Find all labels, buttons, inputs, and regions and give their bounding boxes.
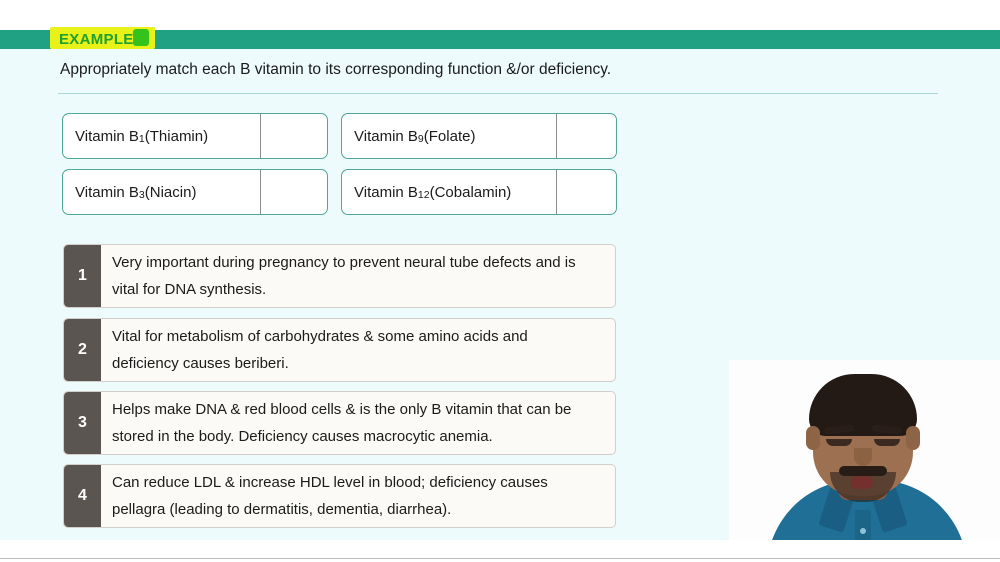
vitamin-box-b3[interactable] — [62, 169, 328, 215]
item-text: Very important during pregnancy to prevent neural tube defects and is vital for DNA synthesis. — [112, 254, 576, 298]
vitamin-box-b12[interactable] — [341, 169, 617, 215]
list-item[interactable] — [63, 391, 616, 455]
presenter-video-overlay — [729, 360, 1000, 562]
item-text: Vital for metabolism of carbohydrates & some amino acids and deficiency causes beriberi. — [112, 328, 528, 372]
answer-slot-b12[interactable] — [556, 170, 616, 214]
presenter-ear-right — [906, 426, 920, 450]
vitamin-box-b1[interactable] — [62, 113, 328, 159]
presenter-shirt-button — [860, 528, 866, 534]
bottom-border-rule — [0, 558, 1000, 562]
vitamin-label-b12: Vitamin B $_{12}$ (Cobalamin) — [354, 183, 512, 201]
prompt-text: Appropriately match each B vitamin to its corresponding function &/or deficiency. — [60, 61, 612, 78]
item-number: 1 — [64, 245, 101, 307]
vitamin-label-b3: Vitamin B $_3$ (Niacin) — [75, 183, 197, 201]
item-text: Can reduce LDL & increase HDL level in blood; deficiency causes pellagra (leading to dermatitis, dementia, diarrhea). — [112, 474, 548, 518]
presenter-eye-left — [826, 439, 852, 446]
answer-slot-b3[interactable] — [260, 170, 327, 214]
presenter-ear-left — [806, 426, 820, 450]
list-item[interactable] — [63, 244, 616, 308]
vitamin-label-b1: Vitamin B $_1$ (Thiamin) — [75, 127, 209, 145]
presenter-mustache — [839, 466, 887, 476]
item-number: 2 — [64, 319, 101, 381]
answer-slot-b1[interactable] — [260, 114, 327, 158]
item-number: 3 — [64, 392, 101, 454]
example-badge-label: EXAMPLE — [59, 31, 134, 48]
presenter-eye-right — [874, 439, 900, 446]
top-margin — [0, 0, 1000, 30]
presenter-mouth — [851, 476, 873, 489]
list-item[interactable] — [63, 464, 616, 528]
item-text: Helps make DNA & red blood cells & is the only B vitamin that can be stored in the body. Deficiency causes macrocytic anemia. — [112, 401, 572, 445]
item-number: 4 — [64, 465, 101, 527]
answer-slot-b9[interactable] — [556, 114, 616, 158]
bottom-margin — [0, 540, 1000, 558]
list-item[interactable] — [63, 318, 616, 382]
vitamin-box-b9[interactable] — [341, 113, 617, 159]
horizontal-divider — [58, 93, 938, 94]
highlight-marker-blob — [133, 29, 149, 46]
presenter-nose — [854, 448, 872, 466]
vitamin-label-b9: Vitamin B $_9$ (Folate) — [354, 127, 476, 145]
